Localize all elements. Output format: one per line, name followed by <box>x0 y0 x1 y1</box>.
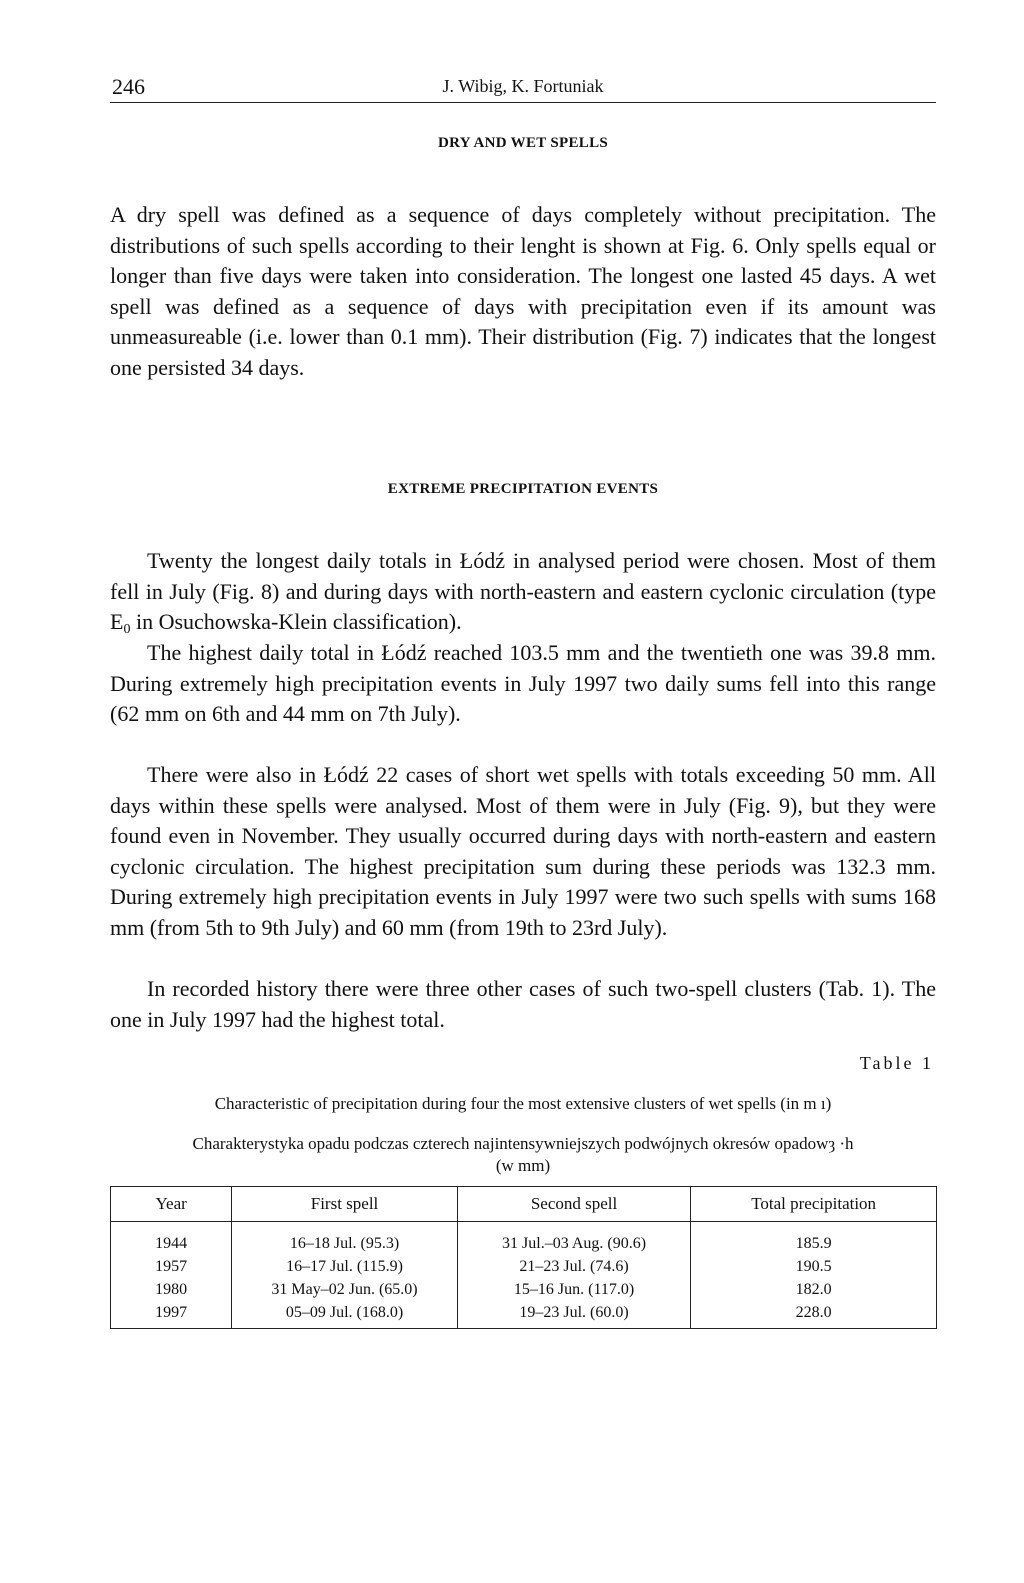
cell-second-spell: 15–16 Jun. (117.0) <box>457 1278 690 1301</box>
table-caption-polish-unit: (w mm) <box>495 1156 551 1175</box>
table-caption-english: Characteristic of precipitation during four the most extensive clusters of wet spells (in m ı) <box>214 1094 832 1113</box>
cell-second-spell: 31 Jul.–03 Aug. (90.6) <box>457 1222 690 1256</box>
table-row <box>111 1301 937 1329</box>
column-header-year: Year <box>111 1187 232 1222</box>
cell-year: 1944 <box>111 1222 232 1256</box>
circulation-type-subscript: 0 <box>123 622 131 638</box>
paragraph-extreme-1-tail: in Osuchowska-Klein classification). <box>130 609 462 635</box>
page-number: 246 <box>112 74 145 99</box>
section-heading-dry-wet-spells: DRY AND WET SPELLS <box>437 135 609 151</box>
table-caption-polish: Charakterystyka opadu podczas czterech najintensywniejszych podwójnych okresów opadowȝ ·h <box>192 1134 854 1153</box>
cell-first-spell: 31 May–02 Jun. (65.0) <box>232 1278 458 1301</box>
paragraph-extreme-1-text: Twenty the longest daily totals in Łódź in analysed period were chosen. Most of them fell in July (Fig. 8) and during days with north-eastern and eastern cyclonic circulation (type E <box>110 548 936 635</box>
cell-second-spell: 21–23 Jul. (74.6) <box>457 1255 690 1278</box>
precipitation-clusters-table <box>110 1186 937 1329</box>
paragraph-extreme-1 <box>110 546 936 638</box>
running-header <box>110 72 936 103</box>
cell-second-spell: 19–23 Jul. (60.0) <box>457 1301 690 1329</box>
cell-first-spell: 05–09 Jul. (168.0) <box>232 1301 458 1329</box>
table-row <box>111 1222 937 1256</box>
cell-total-precipitation: 228.0 <box>691 1301 937 1329</box>
cell-year: 1980 <box>111 1278 232 1301</box>
paragraph-extreme-3: There were also in Łódź 22 cases of short wet spells with totals exceeding 50 mm. All days within these spells were analysed. Most of them were in July (Fig. 9), but they were found even in November. They usually occurred during days with north-eastern and eastern cyclonic circulation. The highest precipitation sum during these periods was 132.3 mm. During extremely high precipitation events in July 1997 were two such spells with sums 168 mm (from 5th to 9th July) and 60 mm (from 19th to 23rd July). <box>110 762 936 940</box>
running-header-authors: J. Wibig, K. Fortuniak <box>442 76 604 96</box>
cell-total-precipitation: 190.5 <box>691 1255 937 1278</box>
table-header-row <box>111 1187 937 1222</box>
cell-first-spell: 16–17 Jul. (115.9) <box>232 1255 458 1278</box>
paragraph-extreme-4: In recorded history there were three other cases of such two-spell clusters (Tab. 1). The one in July 1997 had the highest total. <box>110 976 936 1032</box>
column-header-total-precipitation: Total precipitation <box>691 1187 937 1222</box>
cell-first-spell: 16–18 Jul. (95.3) <box>232 1222 458 1256</box>
cell-year: 1997 <box>111 1301 232 1329</box>
column-header-first-spell: First spell <box>232 1187 458 1222</box>
cell-year: 1957 <box>111 1255 232 1278</box>
table-row <box>111 1255 937 1278</box>
paragraph-extreme-2: The highest daily total in Łódź reached 103.5 mm and the twentieth one was 39.8 mm. During extremely high precipitation events in July 1997 two daily sums fell into this range (62 mm on 6th and 44 mm on 7th July). <box>110 640 936 727</box>
table-row <box>111 1278 937 1301</box>
cell-total-precipitation: 182.0 <box>691 1278 937 1301</box>
cell-total-precipitation: 185.9 <box>691 1222 937 1256</box>
section-heading-extreme-events: EXTREME PRECIPITATION EVENTS <box>387 481 659 497</box>
column-header-second-spell: Second spell <box>457 1187 690 1222</box>
paragraph-dry-wet-spells: A dry spell was defined as a sequence of days completely without precipitation. The distributions of such spells according to their lenght is shown at Fig. 6. Only spells equal or longer than five days were taken into consideration. The longest one lasted 45 days. A wet spell was defined as a sequence of days with precipitation even if its amount was unmeasureable (i.e. lower than 0.1 mm). Their distribution (Fig. 7) indicates that the longest one persisted 34 days. <box>110 202 936 380</box>
table-label: Table 1 <box>859 1053 934 1073</box>
